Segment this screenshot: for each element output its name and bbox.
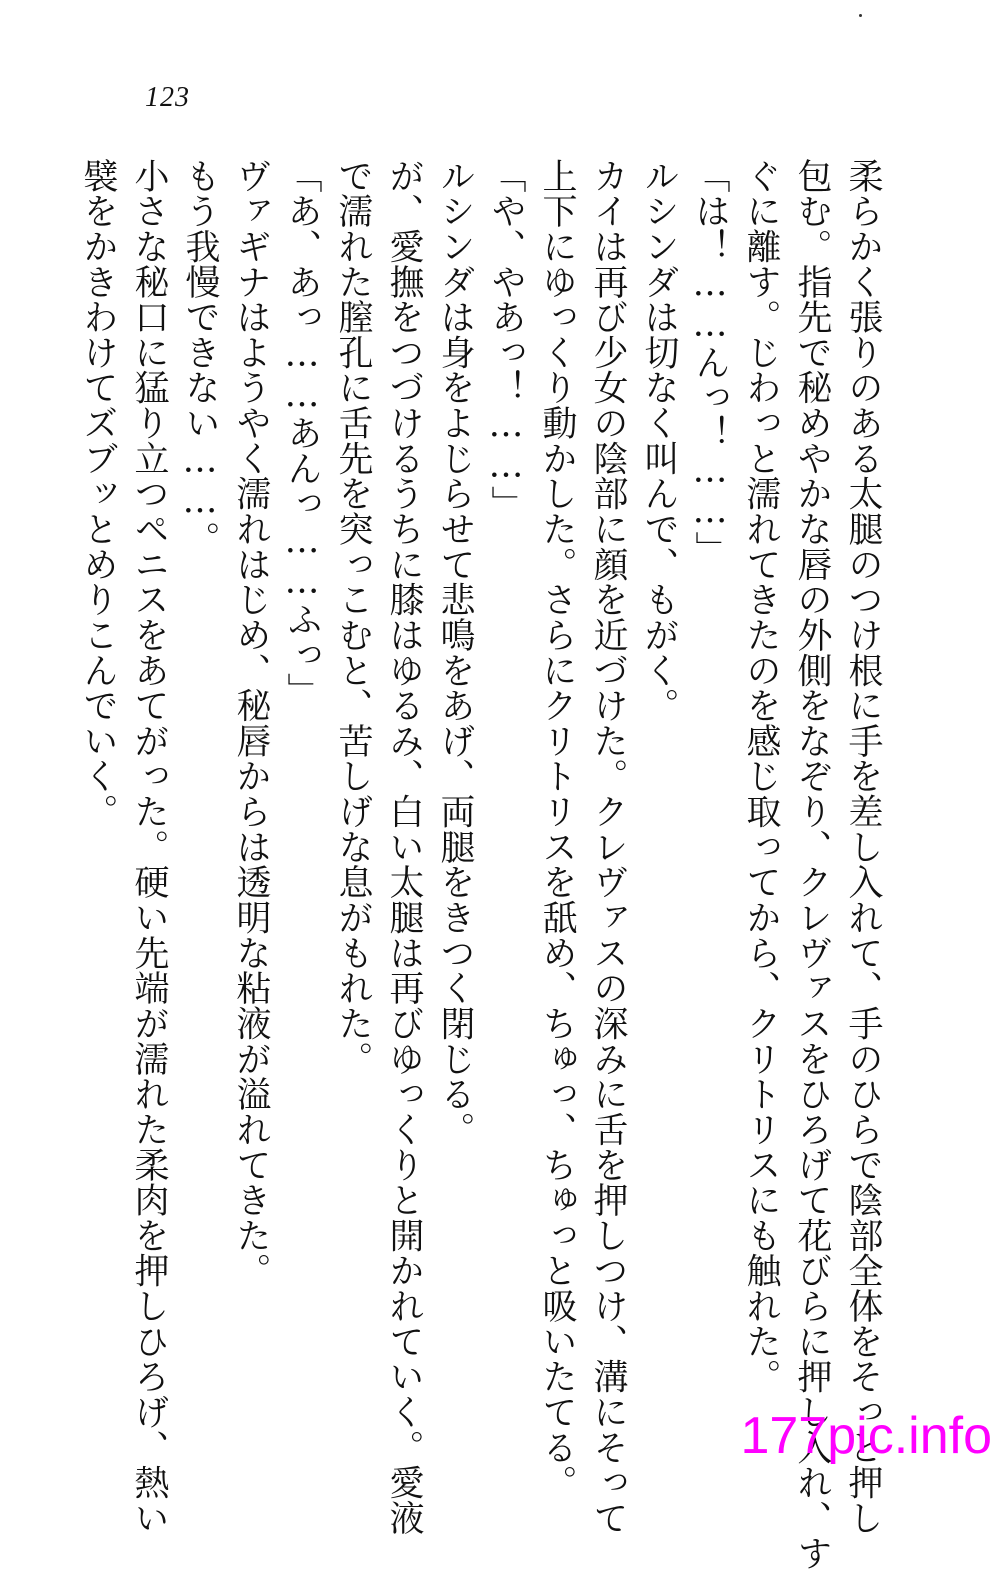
- text-line: ルシンダは切なく叫んで、もがく。: [639, 158, 679, 724]
- text-line: ルシンダは身をよじらせて悲鳴をあげ、両腿をきつく閉じる。: [435, 158, 475, 1147]
- watermark-text: 177pic.info: [740, 1407, 992, 1465]
- text-line: 包む。指先で秘めやかな唇の外側をなぞり、クレヴァスをひろげて花びらに押し入れ、す: [792, 158, 832, 1571]
- text-line: カイは再び少女の陰部に顔を近づけた。クレヴァスの深みに舌を押しつけ、溝にそって: [588, 158, 628, 1536]
- text-line: 「や、やあっ！……」: [486, 158, 526, 522]
- text-line: 小さな秘口に猛り立つペニスをあてがった。硬い先端が濡れた柔肉を押しひろげ、熱い: [129, 158, 169, 1536]
- text-line: ヴァギナはようやく濡れはじめ、秘唇からは透明な粘液が溢れてきた。: [231, 158, 271, 1289]
- text-line: 柔らかく張りのある太腿のつけ根に手を差し入れて、手のひらで陰部全体をそっと押し: [843, 158, 883, 1536]
- text-line: 上下にゆっくり動かした。さらにクリトリスを舐め、ちゅっ、ちゅっと吸いたてる。: [537, 158, 577, 1501]
- page-number: 123: [145, 82, 190, 113]
- text-line: 「あ、あっ……あんっ……ふっ」: [282, 158, 322, 708]
- scan-speck: [859, 14, 862, 17]
- text-line: 「は！……んっ！……」: [690, 158, 730, 567]
- text-line: 襞をかきわけてズブッとめりこんでいく。: [78, 158, 118, 830]
- text-line: もう我慢できない……。: [180, 158, 220, 557]
- text-line: ぐに離す。じわっと濡れてきたのを感じ取ってから、クリトリスにも触れた。: [741, 158, 781, 1395]
- text-line: が、愛撫をつづけるうちに膝はゆるみ、白い太腿は再びゆっくりと開かれていく。愛液: [384, 158, 424, 1536]
- text-line: で濡れた膣孔に舌先を突っこむと、苦しげな息がもれた。: [333, 158, 373, 1077]
